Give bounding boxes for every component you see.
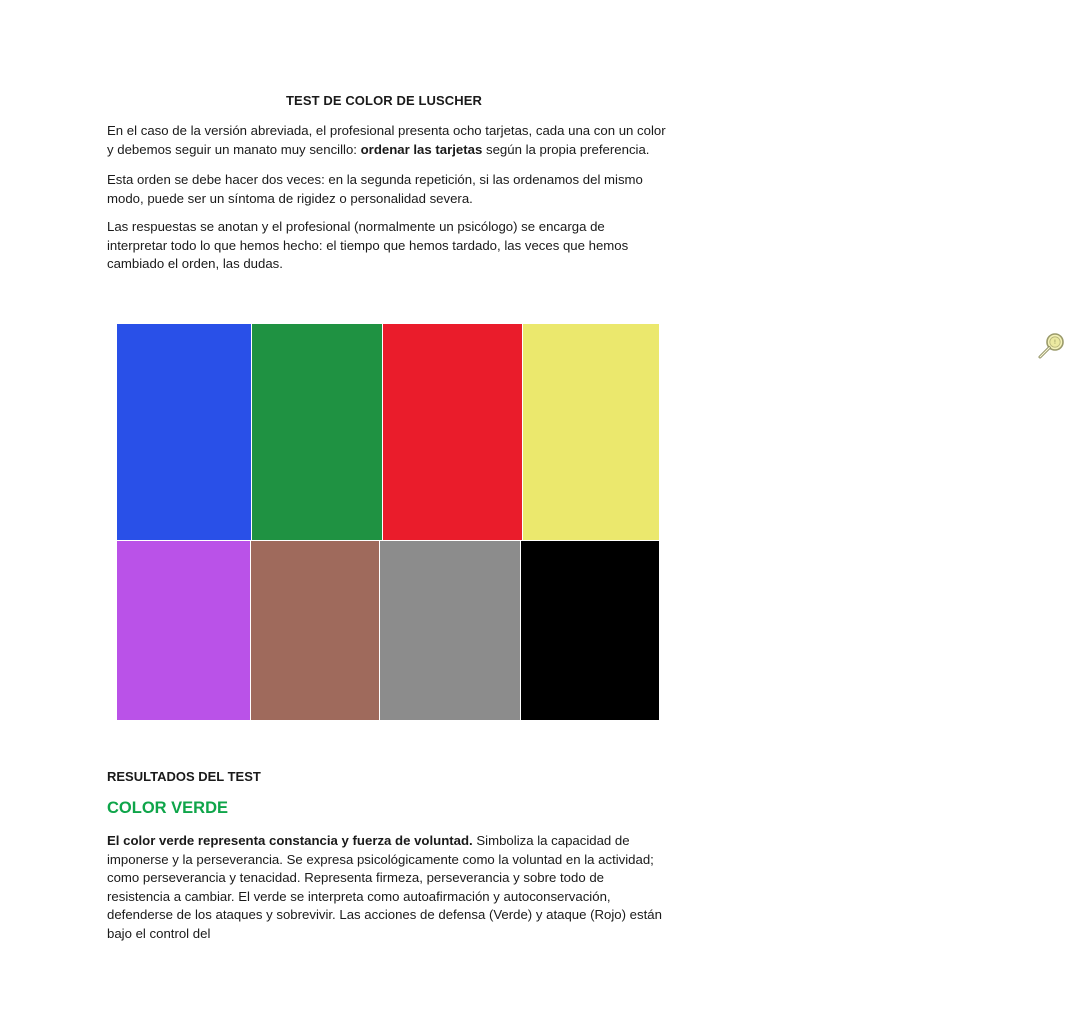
color-card-green — [252, 324, 382, 540]
intro-paragraph — [107, 122, 667, 159]
magnifier-icon[interactable] — [1036, 331, 1066, 361]
intro-text: En el caso de la versión abreviada, el profesional presenta ocho tarjetas, cada una con un color y debemos seguir un manato muy sencillo: — [107, 123, 666, 157]
page-title: TEST DE COLOR DE LUSCHER — [286, 93, 482, 108]
svg-text:!: ! — [1053, 339, 1057, 346]
intro-text-end: según la propia preferencia. — [482, 141, 650, 157]
color-card-purple — [117, 541, 250, 720]
verde-paragraph — [107, 832, 667, 944]
verde-bold-text: El color verde representa constancia y fuerza de voluntad. — [107, 833, 473, 848]
repetition-paragraph: Esta orden se debe hacer dos veces: en la segunda repetición, si las ordenamos del mismo modo, puede ser un síntoma de rigidez o personalidad severa. — [107, 172, 643, 206]
color-card-yellow — [523, 324, 1057, 540]
interpretation-paragraph: Las respuestas se anotan y el profesional (normalmente un psicólogo) se encarga de interpretar todo lo que hemos hecho: el tiempo que hemos tardado, las veces que hemos cambiado el orden, las dudas. — [107, 219, 629, 272]
color-card-black — [521, 541, 659, 720]
color-cards-image — [106, 323, 1057, 721]
verde-text: Simboliza la capacidad de imponerse y la perseverancia. Se expresa psicológicamente como la voluntad en la actividad; como perseverancia y tenacidad. Representa firmeza, perseverancia y sobre todo de resistencia a cambiar. El verde se interpreta como autoafirmación y autoconservación, defenderse de los ataques y sobrevivir. Las acciones de defensa (Verde) y ataque (Rojo) están bajo el control del — [107, 833, 662, 941]
color-card-gray — [380, 541, 520, 720]
results-heading: RESULTADOS DEL TEST — [107, 769, 261, 784]
color-card-brown — [251, 541, 379, 720]
color-card-blue — [117, 324, 251, 540]
intro-bold-text: ordenar las tarjetas — [360, 141, 483, 157]
color-card-red — [383, 324, 522, 540]
section-heading-color-verde: COLOR VERDE — [107, 799, 229, 817]
